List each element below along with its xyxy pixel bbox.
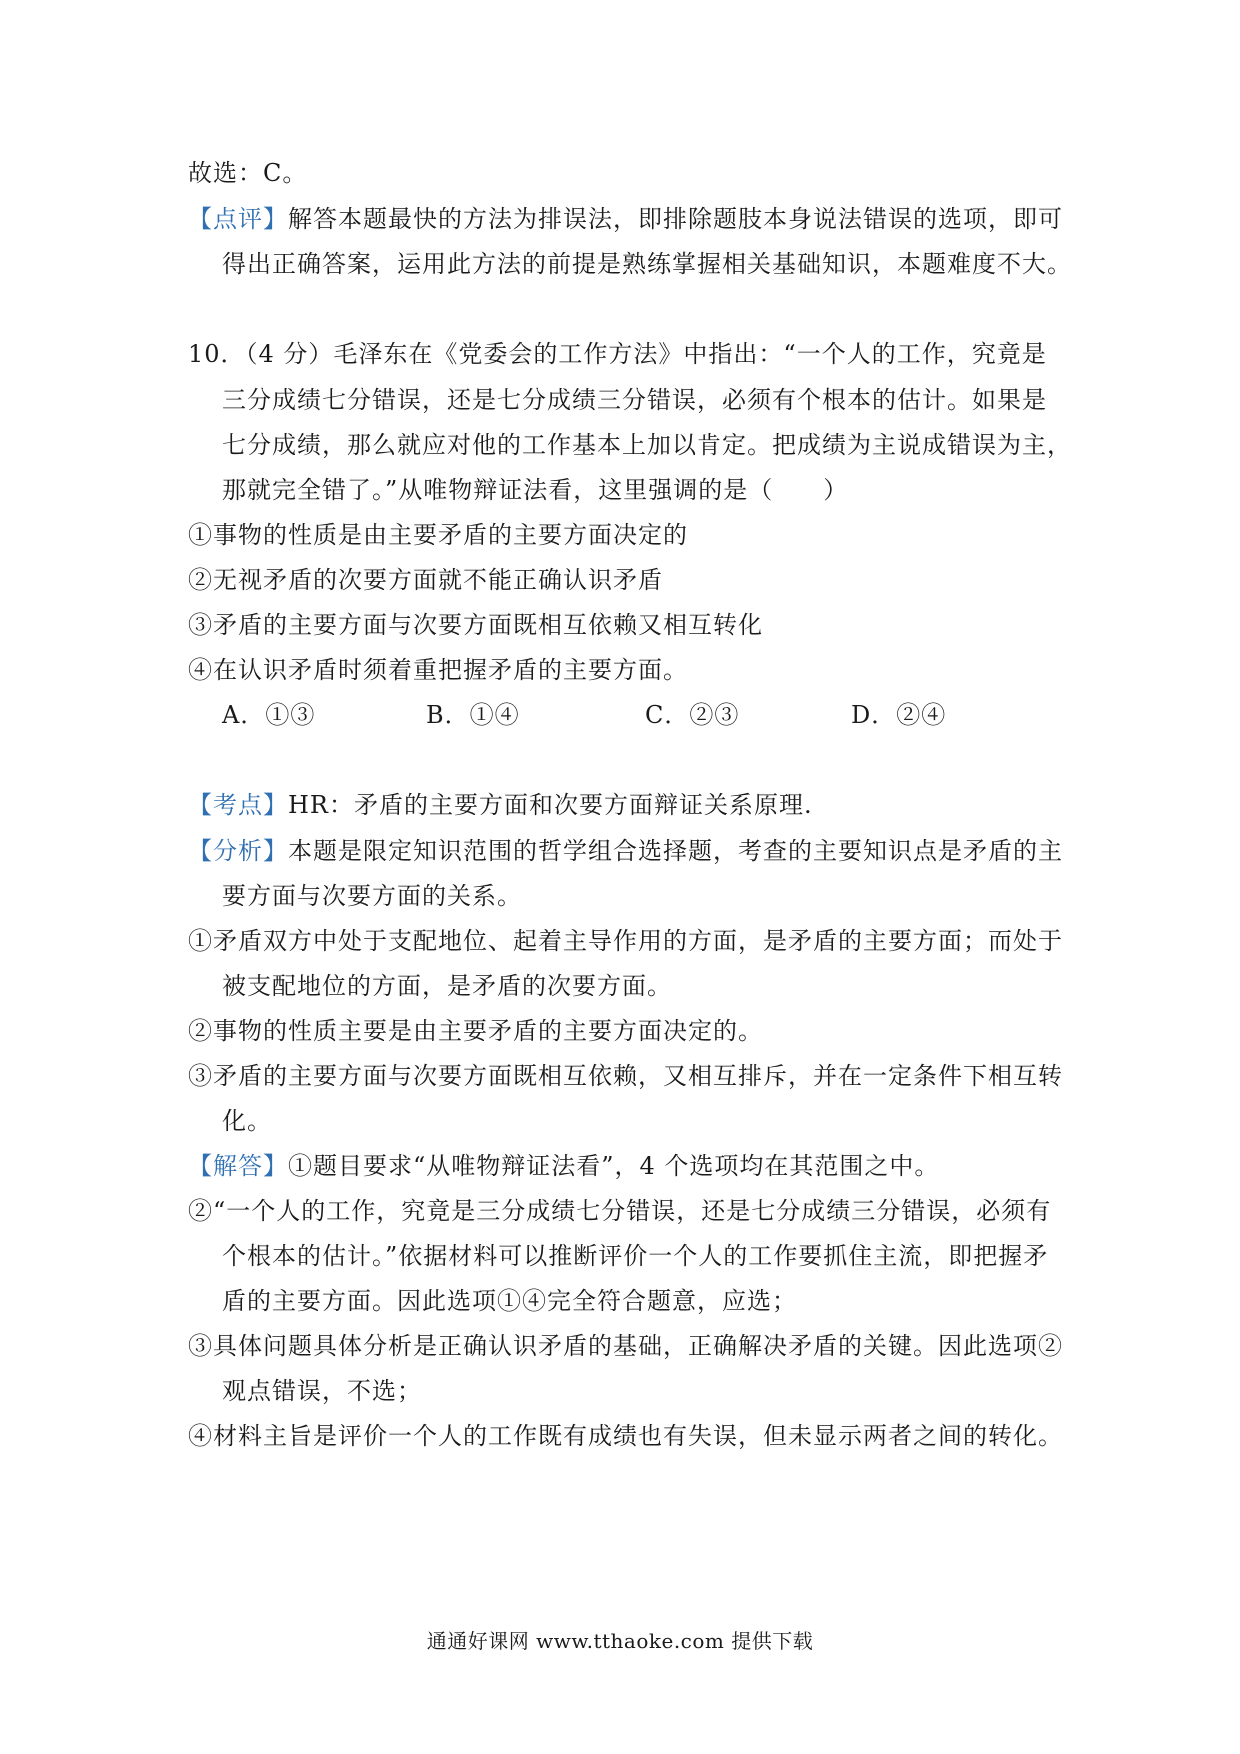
question-item-3: ③矛盾的主要方面与次要方面既相互依赖又相互转化 <box>188 611 763 639</box>
solution-line-1 <box>188 1151 1058 1181</box>
analysis-point-2: ②事物的性质主要是由主要矛盾的主要方面决定的。 <box>188 1017 763 1045</box>
solution-point-2-line-2: 个根本的估计。”依据材料可以推断评价一个人的工作要抓住主流，即把握矛 <box>222 1242 1049 1270</box>
question-stem-line-1: 10．（4 分）毛泽东在《党委会的工作方法》中指出：“一个人的工作，究竟是 <box>188 340 1047 368</box>
question-item-2: ②无视矛盾的次要方面就不能正确认识矛盾 <box>188 566 663 594</box>
analysis-line-1 <box>188 836 1063 866</box>
option-a: A．①③ <box>222 701 316 729</box>
option-d: D．②④ <box>851 701 947 729</box>
solution-point-3-line-2: 观点错误，不选； <box>222 1377 422 1405</box>
question-item-1: ①事物的性质是由主要矛盾的主要方面决定的 <box>188 521 688 549</box>
comment-line-2: 得出正确答案，运用此方法的前提是熟练掌握相关基础知识，本题难度不大。 <box>222 250 1072 278</box>
comment-text: 解答本题最快的方法为排误法，即排除题肢本身说法错误的选项，即可 <box>288 205 1063 233</box>
option-b: B．①④ <box>426 701 520 729</box>
analysis-point-3-line-1: ③矛盾的主要方面与次要方面既相互依赖，又相互排斥，并在一定条件下相互转 <box>188 1062 1063 1090</box>
comment-tag: 【点评】 <box>188 205 288 233</box>
analysis-text: 本题是限定知识范围的哲学组合选择题，考查的主要知识点是矛盾的主 <box>288 837 1063 865</box>
point-text: HR：矛盾的主要方面和次要方面辩证关系原理. <box>288 791 813 819</box>
solution-point-2-line-1: ②“一个人的工作，究竟是三分成绩七分错误，还是七分成绩三分错误，必须有 <box>188 1197 1052 1225</box>
comment-line-1 <box>188 204 1063 234</box>
question-stem-line-3: 七分成绩，那么就应对他的工作基本上加以肯定。把成绩为主说成错误为主， <box>222 431 1072 459</box>
solution-tag: 【解答】 <box>188 1152 288 1180</box>
solution-text: ①题目要求“从唯物辩证法看”，4 个选项均在其范围之中。 <box>288 1152 940 1180</box>
solution-point-4: ④材料主旨是评价一个人的工作既有成绩也有失误，但未显示两者之间的转化。 <box>188 1422 1063 1450</box>
solution-point-3-line-1: ③具体问题具体分析是正确认识矛盾的基础，正确解决矛盾的关键。因此选项② <box>188 1332 1063 1360</box>
analysis-point-3-line-2: 化。 <box>222 1107 272 1135</box>
point-tag: 【考点】 <box>188 791 288 819</box>
page-footer: 通通好课网 www.tthaoke.com 提供下载 <box>426 1629 814 1653</box>
analysis-line-2: 要方面与次要方面的关系。 <box>222 882 522 910</box>
solution-point-2-line-3: 盾的主要方面。因此选项①④完全符合题意，应选； <box>222 1287 797 1315</box>
analysis-point-1-line-2: 被支配地位的方面，是矛盾的次要方面。 <box>222 972 672 1000</box>
previous-answer: 故选：C。 <box>188 159 308 187</box>
point-line <box>188 790 1058 820</box>
option-c: C．②③ <box>645 701 740 729</box>
question-stem-line-4: 那就完全错了。”从唯物辩证法看，这里强调的是（ ） <box>222 476 849 504</box>
question-item-4: ④在认识矛盾时须着重把握矛盾的主要方面。 <box>188 656 688 684</box>
question-stem-line-2: 三分成绩七分错误，还是七分成绩三分错误，必须有个根本的估计。如果是 <box>222 386 1047 414</box>
analysis-point-1-line-1: ①矛盾双方中处于支配地位、起着主导作用的方面，是矛盾的主要方面；而处于 <box>188 927 1063 955</box>
analysis-tag: 【分析】 <box>188 837 288 865</box>
